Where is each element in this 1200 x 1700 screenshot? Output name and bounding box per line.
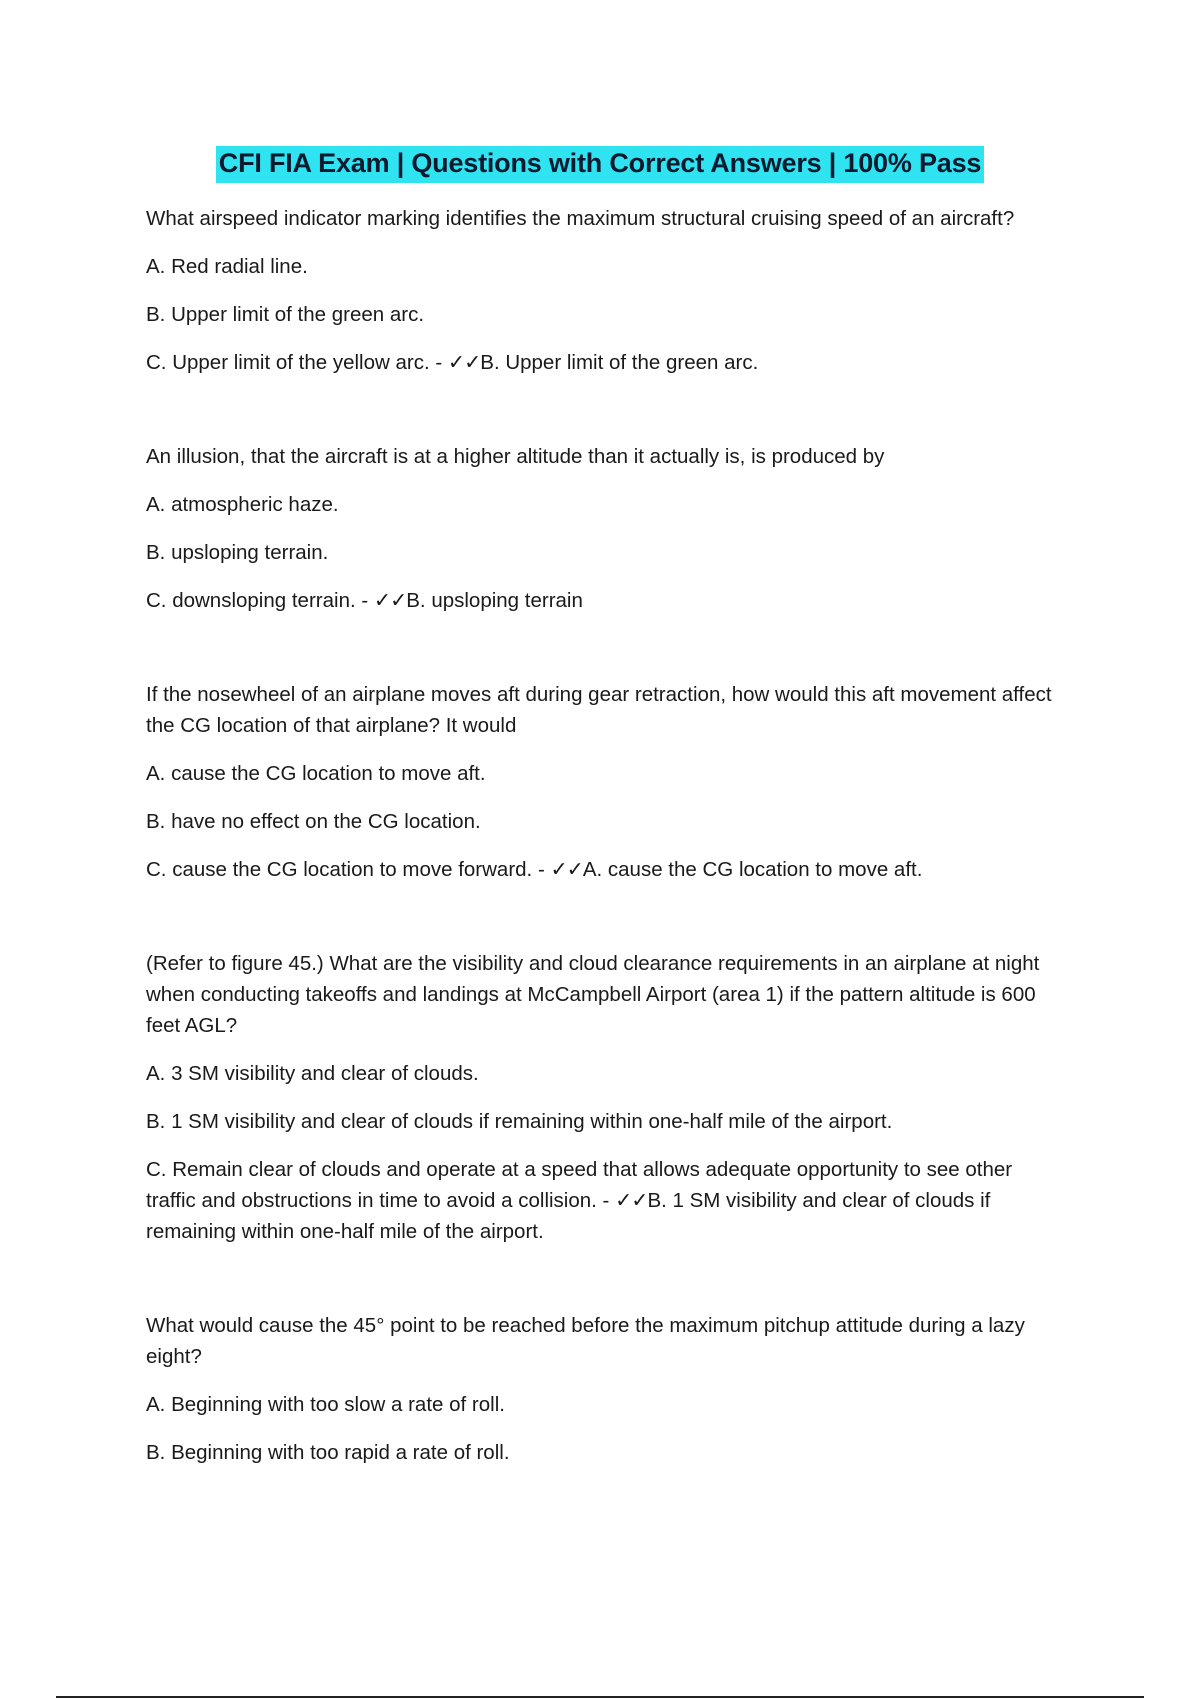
- option-b: B. Beginning with too rapid a rate of roll.: [146, 1441, 510, 1464]
- checkmark-icon: ✓✓: [447, 351, 481, 374]
- option-c: C. cause the CG location to move forward.: [146, 858, 533, 881]
- option-b: B. Upper limit of the green arc.: [146, 303, 425, 326]
- document-title: CFI FIA Exam | Questions with Correct Answers | 100% Pass: [216, 146, 984, 183]
- option-c: C. downsloping terrain.: [146, 589, 356, 612]
- correct-answer: B. 1 SM visibility and clear of clouds if remaining within one-half mile of the airport.: [146, 1189, 991, 1243]
- question-text: What would cause the 45° point to be reached before the maximum pitchup attitude during a lazy eight?: [146, 1314, 1025, 1368]
- correct-answer: A. cause the CG location to move aft.: [582, 858, 923, 881]
- option-b: B. 1 SM visibility and clear of clouds if remaining within one-half mile of the airport.: [146, 1110, 893, 1133]
- option-b: B. have no effect on the CG location.: [146, 810, 481, 833]
- question-text: (Refer to figure 45.) What are the visibility and cloud clearance requirements in an airplane at night when conducting takeoffs and landings at McCampbell Airport (area 1) if the pattern altitude is 600 feet AGL?: [146, 952, 1040, 1037]
- option-a: A. 3 SM visibility and clear of clouds.: [146, 1062, 479, 1085]
- option-c: C. Remain clear of clouds and operate at a speed that allows adequate opportunity to see other traffic and obstructions in time to avoid a collision.: [146, 1158, 1013, 1212]
- checkmark-icon: ✓✓: [615, 1189, 648, 1212]
- option-c-with-answer: [146, 854, 1066, 885]
- option-a: A. Red radial line.: [146, 255, 308, 278]
- question-block: [146, 948, 1066, 1296]
- footer-divider: [56, 1696, 1144, 1698]
- option-a: A. cause the CG location to move aft.: [146, 762, 486, 785]
- question-text: If the nosewheel of an airplane moves aft during gear retraction, how would this aft movement affect the CG location of that airplane? It would: [146, 683, 1052, 737]
- option-a: A. atmospheric haze.: [146, 493, 339, 516]
- option-c: C. Upper limit of the yellow arc.: [146, 351, 430, 374]
- option-b: B. upsloping terrain.: [146, 541, 329, 564]
- option-c-with-answer: [146, 347, 1066, 378]
- title-wrap: [0, 146, 1200, 183]
- answer-separator: -: [532, 858, 551, 881]
- checkmark-icon: ✓✓: [550, 858, 583, 881]
- correct-answer: B. upsloping terrain: [406, 589, 583, 612]
- answer-separator: -: [596, 1189, 616, 1212]
- checkmark-icon: ✓✓: [373, 589, 407, 612]
- option-a: A. Beginning with too slow a rate of roll.: [146, 1393, 505, 1416]
- answer-separator: -: [355, 589, 374, 612]
- question-block: [146, 679, 1066, 934]
- option-c-with-answer: [146, 585, 1066, 616]
- question-text: What airspeed indicator marking identifies the maximum structural cruising speed of an aircraft?: [146, 207, 1015, 230]
- question-block: [146, 1310, 1066, 1468]
- answer-separator: -: [429, 351, 448, 374]
- question-block: [146, 203, 1066, 427]
- correct-answer: B. Upper limit of the green arc.: [480, 351, 759, 374]
- question-list: [146, 203, 1066, 1485]
- question-text: An illusion, that the aircraft is at a higher altitude than it actually is, is produced by: [146, 445, 885, 468]
- question-block: [146, 441, 1066, 665]
- option-c-with-answer: [146, 1154, 1066, 1247]
